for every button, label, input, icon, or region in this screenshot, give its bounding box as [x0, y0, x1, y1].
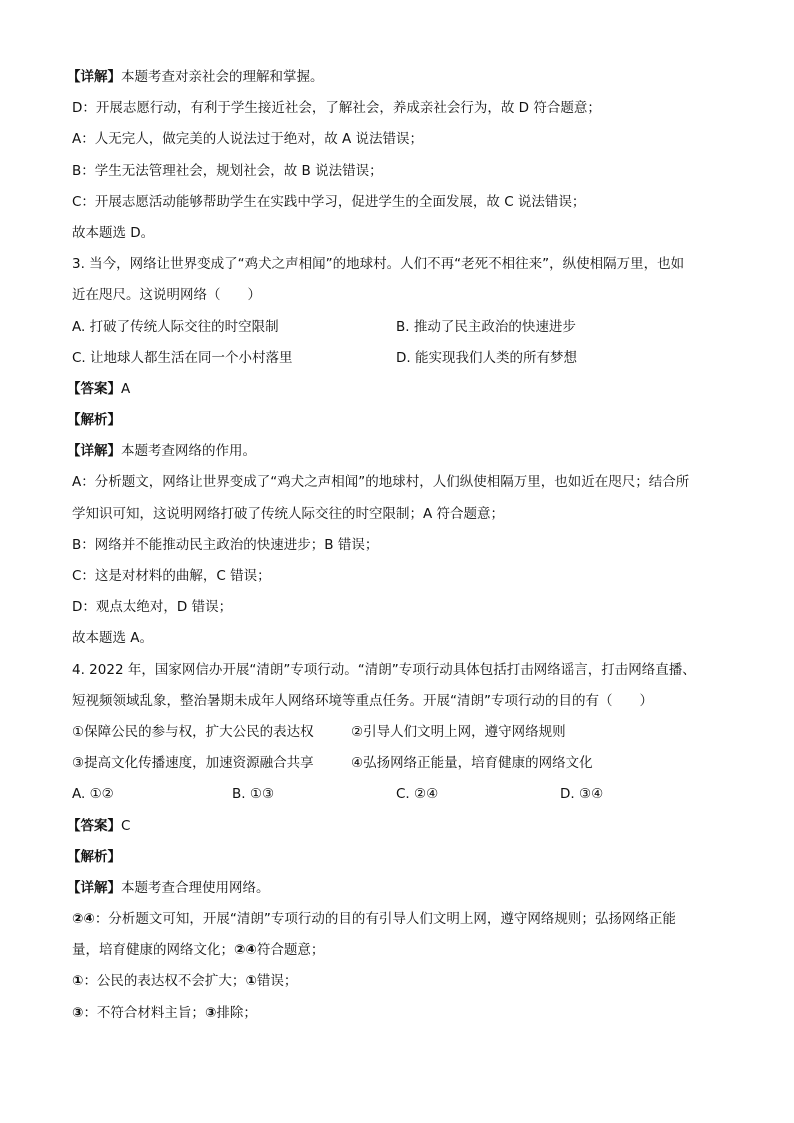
- question-4-stem: 4. 2022 年，国家网信办开展“清朗”专项行动。“清朗”专项行动具体包括打击网络谣言，打击网络直播、: [72, 661, 696, 678]
- analysis-line: D：开展志愿行动，有利于学生接近社会，了解社会，养成亲社会行为，故 D 符合题意；: [72, 100, 601, 117]
- question-3-options-row: [72, 343, 732, 374]
- analysis-text: 量，培育健康的网络文化；: [72, 942, 234, 959]
- detail-tag: 【详解】: [67, 443, 121, 460]
- option-c: C. ②④: [396, 786, 439, 803]
- analysis-line: B：网络并不能推动民主政治的快速进步；B 错误；: [72, 536, 379, 553]
- analysis-line: A：分析题文，网络让世界变成了“鸡犬之声相闻”的地球村，人们纵使相隔万里，也如近在咫尺；结合所: [72, 474, 690, 491]
- conclusion-line: 故本题选 D。: [72, 224, 155, 241]
- analysis-line: [72, 998, 732, 1029]
- item-ref: ③: [72, 1004, 84, 1021]
- option-a: A. 打破了传统人际交往的时空限制: [72, 318, 279, 335]
- answer-tag: 【答案】: [67, 380, 121, 397]
- analysis-line: D：观点太绝对，D 错误；: [72, 599, 233, 616]
- detail-line: [67, 873, 732, 904]
- item-1: ①保障公民的参与权，扩大公民的表达权: [72, 723, 314, 740]
- option-d: D. 能实现我们人类的所有梦想: [396, 349, 577, 366]
- option-d: D. ③④: [560, 786, 604, 803]
- item-3: ③提高文化传播速度，加速资源融合共享: [72, 755, 314, 772]
- conclusion-line: 故本题选 A。: [72, 630, 154, 647]
- analysis-text: 错误；: [256, 973, 298, 990]
- detail-tag: 【详解】: [67, 879, 121, 896]
- analysis-line: [72, 935, 732, 966]
- item-ref: ②④: [234, 942, 257, 959]
- option-a: A. ①②: [72, 786, 114, 803]
- question-4-items-row: [72, 717, 732, 748]
- question-4-options-row: [72, 779, 732, 810]
- detail-line: [67, 436, 732, 467]
- item-ref: ②④: [72, 911, 95, 928]
- detail-text: 本题考查网络的作用。: [121, 443, 256, 460]
- analysis-line: A：人无完人，做完美的人说法过于绝对，故 A 说法错误；: [72, 131, 424, 148]
- analysis-tag: 【解析】: [67, 412, 121, 429]
- analysis-line: B：学生无法管理社会，规划社会，故 B 说法错误；: [72, 162, 383, 179]
- item-ref: ①: [72, 973, 84, 990]
- analysis-heading: [67, 405, 732, 436]
- analysis-tag: 【解析】: [67, 848, 121, 865]
- option-b: B. 推动了民主政治的快速进步: [396, 318, 576, 335]
- detail-tag: 【详解】: [67, 69, 121, 85]
- analysis-heading: [67, 842, 732, 873]
- analysis-line: [72, 966, 732, 997]
- answer-line: [67, 811, 732, 842]
- item-ref: ③: [204, 1004, 217, 1021]
- option-c: C. 让地球人都生活在同一个小村落里: [72, 349, 293, 366]
- detail-text: 本题考查合理使用网络。: [121, 879, 270, 896]
- analysis-text: ：不符合材料主旨；: [83, 1004, 205, 1021]
- question-3-stem: 3. 当今，网络让世界变成了“鸡犬之声相闻”的地球村。人们不再“老死不相往来”，纵使相隔万里，也如: [72, 256, 685, 273]
- item-2: ②引导人们文明上网，遵守网络规则: [351, 723, 566, 740]
- item-ref: ①: [245, 973, 257, 990]
- analysis-text: ：分析题文可知，开展“清朗”专项行动的目的有引导人们文明上网，遵守网络规则；弘扬网络正能: [94, 911, 676, 928]
- answer-line: [67, 374, 732, 405]
- analysis-text: 排除；: [216, 1004, 257, 1021]
- answer-value: A: [121, 380, 131, 397]
- answer-tag: 【答案】: [67, 817, 121, 834]
- analysis-line: [72, 904, 732, 935]
- analysis-line: C：开展志愿活动能够帮助学生在实践中学习，促进学生的全面发展，故 C 说法错误；: [72, 193, 586, 210]
- option-b: B. ①③: [232, 786, 275, 803]
- document-page: [67, 62, 732, 1029]
- answer-value: C: [121, 817, 131, 834]
- analysis-text: ：公民的表达权不会扩大；: [83, 973, 246, 990]
- question-4-items-row: [72, 748, 732, 779]
- detail-line: [67, 62, 732, 93]
- analysis-line: C：这是对材料的曲解，C 错误；: [72, 568, 271, 584]
- question-3-options-row: [72, 312, 732, 343]
- item-4: ④弘扬网络正能量，培育健康的网络文化: [351, 755, 593, 772]
- analysis-text: 符合题意；: [256, 942, 325, 959]
- analysis-line: 学知识可知，这说明网络打破了传统人际交往的时空限制；A 符合题意；: [72, 505, 505, 522]
- question-3-stem: 近在咫尺。这说明网络（ ）: [72, 287, 261, 304]
- detail-text: 本题考查对亲社会的理解和掌握。: [121, 69, 324, 85]
- question-4-stem: 短视频领域乱象，整治暑期未成年人网络环境等重点任务。开展“清朗”专项行动的目的有（ ）: [72, 692, 653, 709]
